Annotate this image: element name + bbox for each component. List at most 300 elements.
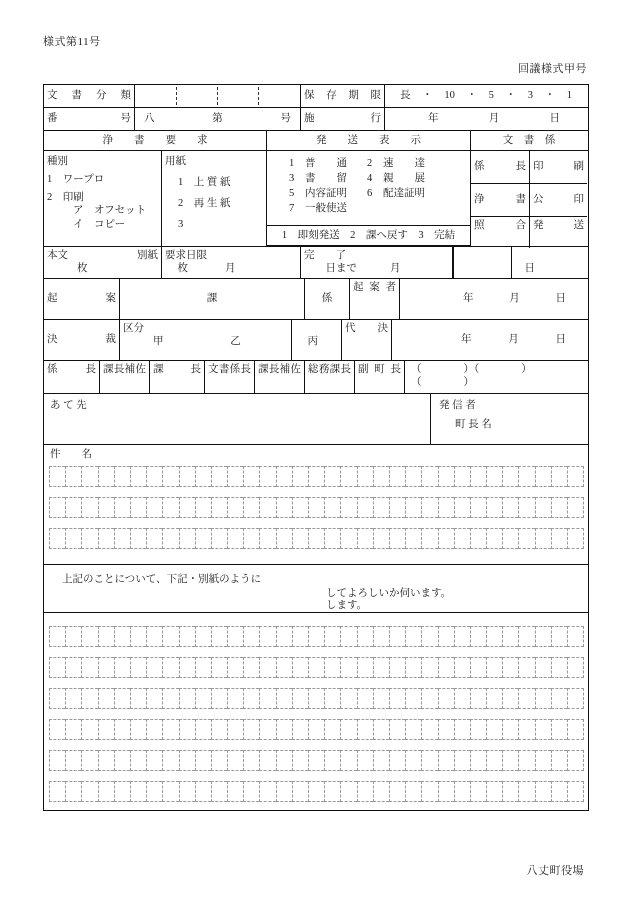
grid-cell[interactable]: [179, 750, 195, 771]
grid-cell[interactable]: [130, 528, 146, 549]
grid-cell[interactable]: [470, 497, 486, 518]
grid-cell[interactable]: [227, 719, 243, 740]
grid-cell[interactable]: [276, 750, 292, 771]
grid-cell[interactable]: [65, 781, 81, 802]
grid-cell[interactable]: [389, 466, 405, 487]
grid-cell[interactable]: [292, 719, 308, 740]
grid-cell[interactable]: [195, 688, 211, 709]
grid-cell[interactable]: [357, 466, 373, 487]
grid-cell[interactable]: [502, 626, 518, 647]
grid-cell[interactable]: [211, 466, 227, 487]
grid-cell[interactable]: [567, 719, 584, 740]
grid-cell[interactable]: [195, 719, 211, 740]
grid-cell[interactable]: [535, 719, 551, 740]
grid-cell[interactable]: [405, 466, 421, 487]
grid-cell[interactable]: [389, 781, 405, 802]
grid-cell[interactable]: [276, 657, 292, 678]
grid-cell[interactable]: [373, 528, 389, 549]
grid-cell[interactable]: [567, 528, 584, 549]
grid-cell[interactable]: [535, 497, 551, 518]
approver-cell-doc-chief[interactable]: 文 書 係 長: [204, 361, 254, 393]
grid-cell[interactable]: [551, 719, 567, 740]
grid-cell[interactable]: [389, 528, 405, 549]
grid-cell[interactable]: [373, 688, 389, 709]
grid-cell[interactable]: [98, 688, 114, 709]
grid-cell[interactable]: [98, 719, 114, 740]
grid-cell[interactable]: [421, 657, 437, 678]
grid-cell[interactable]: [308, 781, 324, 802]
paper-option-other[interactable]: 3: [178, 219, 184, 231]
grid-cell[interactable]: [567, 750, 584, 771]
decision-category-box[interactable]: [119, 320, 318, 360]
paper-option-recycled[interactable]: 2 再 生 紙: [178, 198, 231, 210]
draft-date-field[interactable]: [399, 279, 587, 319]
grid-cell[interactable]: [146, 626, 162, 647]
type-option-copy[interactable]: イ コピー: [73, 218, 126, 230]
grid-cell[interactable]: [259, 719, 275, 740]
grid-cell[interactable]: [502, 688, 518, 709]
subject-grid-cells-2[interactable]: [49, 497, 584, 518]
grid-cell[interactable]: [227, 497, 243, 518]
grid-cell[interactable]: [551, 466, 567, 487]
grid-cell[interactable]: [162, 657, 178, 678]
grid-cell[interactable]: [535, 657, 551, 678]
grid-cell[interactable]: [211, 497, 227, 518]
body-grid-row-1[interactable]: [44, 621, 588, 652]
grid-cell[interactable]: [65, 750, 81, 771]
grid-cell[interactable]: [49, 688, 65, 709]
body-grid-cells-5[interactable]: [49, 750, 584, 771]
grid-cell[interactable]: [340, 626, 356, 647]
dispatch-option-6[interactable]: [367, 187, 425, 200]
grid-cell[interactable]: [259, 657, 275, 678]
grid-cell[interactable]: [405, 657, 421, 678]
grid-cell[interactable]: [162, 626, 178, 647]
dispatch-option-7[interactable]: [267, 202, 367, 215]
subject-grid-row-3[interactable]: [44, 523, 588, 554]
grid-cell[interactable]: [518, 719, 534, 740]
grid-cell[interactable]: [259, 466, 275, 487]
dispatch-option-5[interactable]: [267, 187, 367, 200]
grid-cell[interactable]: [130, 466, 146, 487]
body-grid-block[interactable]: [44, 613, 588, 810]
grid-cell[interactable]: [389, 657, 405, 678]
grid-cell[interactable]: [130, 626, 146, 647]
grid-cell[interactable]: [227, 750, 243, 771]
grid-cell[interactable]: [486, 528, 502, 549]
grid-cell[interactable]: [292, 466, 308, 487]
grid-cell[interactable]: [292, 750, 308, 771]
grid-cell[interactable]: [357, 528, 373, 549]
grid-cell[interactable]: [502, 657, 518, 678]
grid-cell[interactable]: [65, 528, 81, 549]
grid-cell[interactable]: [146, 657, 162, 678]
grid-cell[interactable]: [211, 657, 227, 678]
grid-cell[interactable]: [98, 750, 114, 771]
grid-cell[interactable]: [227, 657, 243, 678]
sender-field[interactable]: [430, 394, 587, 444]
grid-cell[interactable]: [340, 750, 356, 771]
grid-cell[interactable]: [65, 719, 81, 740]
grid-cell[interactable]: [292, 497, 308, 518]
grid-cell[interactable]: [195, 657, 211, 678]
grid-cell[interactable]: [211, 626, 227, 647]
grid-cell[interactable]: [114, 626, 130, 647]
grid-cell[interactable]: [65, 466, 81, 487]
grid-cell[interactable]: [65, 657, 81, 678]
paper-option-fine[interactable]: 1 上 質 紙: [178, 177, 231, 189]
grid-cell[interactable]: [454, 750, 470, 771]
grid-cell[interactable]: [324, 688, 340, 709]
dispatch-option-3[interactable]: [267, 172, 367, 185]
grid-cell[interactable]: [195, 781, 211, 802]
grid-cell[interactable]: [357, 781, 373, 802]
dispatch-option-2[interactable]: [367, 157, 425, 170]
grid-cell[interactable]: [389, 750, 405, 771]
grid-cell[interactable]: [243, 497, 259, 518]
grid-cell[interactable]: [308, 688, 324, 709]
grid-cell[interactable]: [454, 657, 470, 678]
grid-cell[interactable]: [373, 657, 389, 678]
grid-cell[interactable]: [195, 528, 211, 549]
grid-cell[interactable]: [405, 781, 421, 802]
retention-option-5[interactable]: 5: [488, 90, 494, 102]
grid-cell[interactable]: [373, 466, 389, 487]
grid-cell[interactable]: [421, 626, 437, 647]
grid-cell[interactable]: [518, 688, 534, 709]
grid-cell[interactable]: [211, 688, 227, 709]
grid-cell[interactable]: [49, 497, 65, 518]
grid-cell[interactable]: [454, 688, 470, 709]
grid-cell[interactable]: [567, 497, 584, 518]
grid-cell[interactable]: [502, 781, 518, 802]
classification-input[interactable]: [134, 85, 300, 107]
grid-cell[interactable]: [389, 688, 405, 709]
grid-cell[interactable]: [130, 781, 146, 802]
grid-cell[interactable]: [486, 750, 502, 771]
type-option-wordprocessor[interactable]: 1 ワープロ: [47, 174, 105, 186]
grid-cell[interactable]: [227, 781, 243, 802]
grid-cell[interactable]: [421, 528, 437, 549]
grid-cell[interactable]: [195, 466, 211, 487]
grid-cell[interactable]: [357, 719, 373, 740]
grid-cell[interactable]: [454, 528, 470, 549]
subject-grid-row-1[interactable]: [44, 461, 588, 492]
grid-cell[interactable]: [227, 466, 243, 487]
grid-cell[interactable]: [389, 497, 405, 518]
body-grid-cells-1[interactable]: [49, 626, 584, 647]
grid-cell[interactable]: [259, 750, 275, 771]
grid-cell[interactable]: [276, 466, 292, 487]
subject-grid-cells-1[interactable]: [49, 466, 584, 487]
grid-cell[interactable]: [292, 528, 308, 549]
grid-cell[interactable]: [162, 688, 178, 709]
grid-cell[interactable]: [98, 466, 114, 487]
grid-cell[interactable]: [49, 657, 65, 678]
grid-cell[interactable]: [421, 781, 437, 802]
grid-cell[interactable]: [227, 626, 243, 647]
number-input[interactable]: [134, 108, 300, 130]
grid-cell[interactable]: [535, 750, 551, 771]
grid-cell[interactable]: [486, 626, 502, 647]
approver-cell-manager[interactable]: 課 長: [149, 361, 204, 393]
grid-cell[interactable]: [130, 750, 146, 771]
grid-cell[interactable]: [114, 781, 130, 802]
grid-cell[interactable]: [179, 528, 195, 549]
grid-cell[interactable]: [438, 781, 454, 802]
grid-cell[interactable]: [567, 657, 584, 678]
grid-cell[interactable]: [518, 497, 534, 518]
grid-cell[interactable]: [470, 688, 486, 709]
grid-cell[interactable]: [65, 626, 81, 647]
grid-cell[interactable]: [146, 719, 162, 740]
grid-cell[interactable]: [81, 688, 97, 709]
doc-sec-cell-print[interactable]: 印 刷: [529, 151, 587, 183]
retention-option-3[interactable]: 3: [527, 90, 533, 102]
grid-cell[interactable]: [502, 466, 518, 487]
grid-cell[interactable]: [357, 750, 373, 771]
grid-cell[interactable]: [243, 781, 259, 802]
grid-cell[interactable]: [98, 781, 114, 802]
grid-cell[interactable]: [567, 688, 584, 709]
grid-cell[interactable]: [276, 497, 292, 518]
grid-cell[interactable]: [179, 688, 195, 709]
grid-cell[interactable]: [340, 719, 356, 740]
grid-cell[interactable]: [454, 781, 470, 802]
grid-cell[interactable]: [81, 626, 97, 647]
draft-division-field[interactable]: [119, 279, 304, 319]
grid-cell[interactable]: [340, 528, 356, 549]
grid-cell[interactable]: [259, 688, 275, 709]
dispatch-option-4[interactable]: [367, 172, 425, 185]
grid-cell[interactable]: [486, 688, 502, 709]
grid-cell[interactable]: [518, 750, 534, 771]
grid-cell[interactable]: [502, 719, 518, 740]
grid-cell[interactable]: [373, 781, 389, 802]
body-grid-row-5[interactable]: [44, 745, 588, 776]
body-grid-row-2[interactable]: [44, 652, 588, 683]
grid-cell[interactable]: [243, 657, 259, 678]
retention-options[interactable]: [384, 85, 587, 107]
grid-cell[interactable]: [114, 719, 130, 740]
grid-cell[interactable]: [470, 719, 486, 740]
grid-cell[interactable]: [551, 657, 567, 678]
grid-cell[interactable]: [486, 657, 502, 678]
grid-cell[interactable]: [405, 750, 421, 771]
paper-box[interactable]: [161, 151, 266, 246]
grid-cell[interactable]: [162, 497, 178, 518]
grid-cell[interactable]: [195, 497, 211, 518]
grid-cell[interactable]: [567, 626, 584, 647]
grid-cell[interactable]: [308, 626, 324, 647]
grid-cell[interactable]: [535, 626, 551, 647]
grid-cell[interactable]: [421, 497, 437, 518]
grid-cell[interactable]: [114, 688, 130, 709]
doc-sec-cell-seal[interactable]: 公 印: [529, 184, 587, 216]
grid-cell[interactable]: [324, 719, 340, 740]
retention-option-10[interactable]: 10: [444, 90, 455, 102]
grid-cell[interactable]: [162, 528, 178, 549]
grid-cell[interactable]: [227, 688, 243, 709]
grid-cell[interactable]: [308, 466, 324, 487]
grid-cell[interactable]: [421, 719, 437, 740]
decision-category-otsu[interactable]: 乙: [230, 336, 241, 348]
grid-cell[interactable]: [81, 497, 97, 518]
grid-cell[interactable]: [373, 719, 389, 740]
grid-cell[interactable]: [114, 750, 130, 771]
grid-cell[interactable]: [470, 626, 486, 647]
grid-cell[interactable]: [130, 657, 146, 678]
grid-cell[interactable]: [470, 781, 486, 802]
grid-cell[interactable]: [227, 528, 243, 549]
approver-cell-blanks[interactable]: （ ）（ ）（ ）: [404, 361, 587, 393]
grid-cell[interactable]: [502, 497, 518, 518]
grid-cell[interactable]: [146, 781, 162, 802]
grid-cell[interactable]: [518, 626, 534, 647]
grid-cell[interactable]: [438, 688, 454, 709]
grid-cell[interactable]: [179, 657, 195, 678]
draft-section-field[interactable]: [304, 279, 349, 319]
grid-cell[interactable]: [438, 466, 454, 487]
approver-cell-section-chief[interactable]: 係 長: [47, 364, 96, 375]
grid-cell[interactable]: [211, 719, 227, 740]
grid-cell[interactable]: [179, 719, 195, 740]
grid-cell[interactable]: [421, 688, 437, 709]
grid-cell[interactable]: [324, 657, 340, 678]
doc-sec-cell-chief[interactable]: 係 長: [474, 161, 526, 173]
grid-cell[interactable]: [551, 781, 567, 802]
body-grid-cells-2[interactable]: [49, 657, 584, 678]
enforcement-date[interactable]: [384, 108, 587, 130]
grid-cell[interactable]: [340, 657, 356, 678]
grid-cell[interactable]: [486, 497, 502, 518]
grid-cell[interactable]: [373, 497, 389, 518]
grid-cell[interactable]: [470, 528, 486, 549]
grid-cell[interactable]: [324, 528, 340, 549]
grid-cell[interactable]: [486, 466, 502, 487]
approver-cell-assistant-manager-2[interactable]: 課 長 補 佐: [254, 361, 304, 393]
grid-cell[interactable]: [65, 688, 81, 709]
grid-cell[interactable]: [114, 466, 130, 487]
grid-cell[interactable]: [551, 626, 567, 647]
grid-cell[interactable]: [179, 497, 195, 518]
grid-cell[interactable]: [49, 528, 65, 549]
grid-cell[interactable]: [81, 466, 97, 487]
grid-cell[interactable]: [438, 626, 454, 647]
completion-box[interactable]: [300, 247, 535, 278]
decision-category-hei[interactable]: 丙: [307, 336, 318, 348]
grid-cell[interactable]: [292, 626, 308, 647]
grid-cell[interactable]: [502, 750, 518, 771]
dispatch-action-bar[interactable]: 1 即刻発送 2 課へ戻す 3 完結: [267, 225, 470, 246]
grid-cell[interactable]: [146, 528, 162, 549]
grid-cell[interactable]: [259, 528, 275, 549]
grid-cell[interactable]: [146, 497, 162, 518]
grid-cell[interactable]: [357, 657, 373, 678]
grid-cell[interactable]: [340, 497, 356, 518]
grid-cell[interactable]: [567, 466, 584, 487]
grid-cell[interactable]: [535, 688, 551, 709]
grid-cell[interactable]: [551, 497, 567, 518]
grid-cell[interactable]: [243, 750, 259, 771]
body-grid-row-3[interactable]: [44, 683, 588, 714]
grid-cell[interactable]: [259, 497, 275, 518]
grid-cell[interactable]: [308, 657, 324, 678]
type-option-offset[interactable]: ア オフセット: [73, 205, 147, 217]
grid-cell[interactable]: [470, 466, 486, 487]
grid-cell[interactable]: [438, 657, 454, 678]
subject-block[interactable]: [44, 445, 588, 564]
grid-cell[interactable]: [551, 750, 567, 771]
subject-grid-cells-3[interactable]: [49, 528, 584, 549]
grid-cell[interactable]: [243, 626, 259, 647]
dispatch-option-list[interactable]: [267, 151, 470, 225]
grid-cell[interactable]: [567, 781, 584, 802]
subject-grid-row-2[interactable]: [44, 492, 588, 523]
grid-cell[interactable]: [49, 626, 65, 647]
grid-cell[interactable]: [162, 466, 178, 487]
grid-cell[interactable]: [421, 750, 437, 771]
decision-category-ko[interactable]: 甲: [153, 336, 164, 348]
grid-cell[interactable]: [518, 528, 534, 549]
grid-cell[interactable]: [454, 497, 470, 518]
grid-cell[interactable]: [535, 528, 551, 549]
grid-cell[interactable]: [49, 750, 65, 771]
addressee-field[interactable]: [44, 394, 430, 444]
sender-name[interactable]: 町 長 名: [455, 419, 492, 431]
grid-cell[interactable]: [162, 719, 178, 740]
grid-cell[interactable]: [373, 626, 389, 647]
grid-cell[interactable]: [146, 750, 162, 771]
approver-cell-general-affairs[interactable]: 総 務 課 長: [304, 361, 354, 393]
doc-sec-cell-cleancopy[interactable]: 浄 書: [474, 194, 526, 206]
grid-cell[interactable]: [114, 657, 130, 678]
grid-cell[interactable]: [438, 719, 454, 740]
grid-cell[interactable]: [276, 626, 292, 647]
type-box[interactable]: [44, 151, 161, 246]
grid-cell[interactable]: [81, 657, 97, 678]
grid-cell[interactable]: [211, 750, 227, 771]
grid-cell[interactable]: [81, 781, 97, 802]
grid-cell[interactable]: [308, 497, 324, 518]
grid-cell[interactable]: [308, 719, 324, 740]
grid-cell[interactable]: [98, 497, 114, 518]
approver-cell-assistant-manager-1[interactable]: 課 長 補 佐: [99, 361, 149, 393]
grid-cell[interactable]: [551, 688, 567, 709]
doc-sec-cell-dispatch[interactable]: 発 送: [529, 217, 587, 248]
grid-cell[interactable]: [551, 528, 567, 549]
grid-cell[interactable]: [243, 719, 259, 740]
grid-cell[interactable]: [114, 497, 130, 518]
grid-cell[interactable]: [292, 781, 308, 802]
grid-cell[interactable]: [308, 528, 324, 549]
retention-option-long[interactable]: 長: [400, 90, 411, 102]
grid-cell[interactable]: [535, 466, 551, 487]
approver-cell-deputy-mayor[interactable]: 副 町 長: [354, 361, 404, 393]
body-grid-cells-6[interactable]: [49, 781, 584, 802]
grid-cell[interactable]: [389, 719, 405, 740]
grid-cell[interactable]: [438, 528, 454, 549]
grid-cell[interactable]: [243, 528, 259, 549]
grid-cell[interactable]: [518, 657, 534, 678]
grid-cell[interactable]: [292, 688, 308, 709]
grid-cell[interactable]: [195, 750, 211, 771]
grid-cell[interactable]: [470, 750, 486, 771]
grid-cell[interactable]: [340, 781, 356, 802]
body-grid-row-4[interactable]: [44, 714, 588, 745]
grid-cell[interactable]: [98, 657, 114, 678]
body-grid-cells-4[interactable]: [49, 719, 584, 740]
